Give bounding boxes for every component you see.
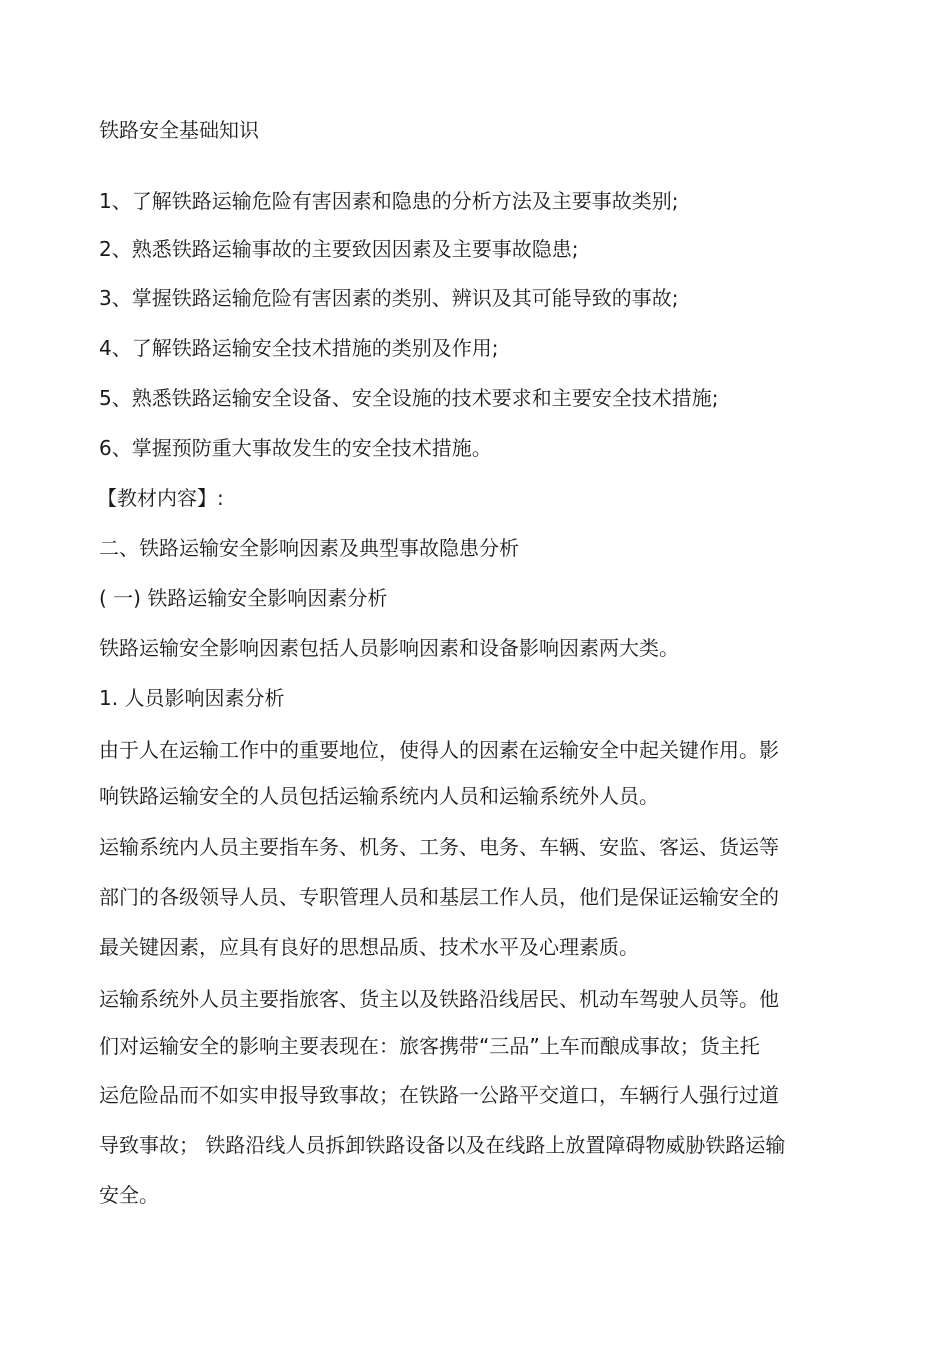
subsection-heading: ( 一) 铁路运输安全影响因素分析 [99, 586, 388, 610]
section-heading: 二、铁路运输安全影响因素及典型事故隐患分析 [99, 536, 519, 560]
paragraph-3-line-1: 运输系统外人员主要指旅客、货主以及铁路沿线居民、机动车驾驶人员等。他 [99, 987, 779, 1011]
objective-item-4: 4、了解铁路运输安全技术措施的类别及作用; [99, 336, 499, 360]
intro-paragraph: 铁路运输安全影响因素包括人员影响因素和设备影响因素两大类。 [99, 636, 679, 660]
paragraph-3-line-2: 们对运输安全的影响主要表现在：旅客携带“三品”上车而酿成事故；货主托 [99, 1034, 760, 1058]
paragraph-1-line-1: 由于人在运输工作中的重要地位，使得人的因素在运输安全中起关键作用。影 [99, 738, 779, 762]
objective-item-6: 6、掌握预防重大事故发生的安全技术措施。 [99, 436, 492, 460]
paragraph-2-line-2: 部门的各级领导人员、专职管理人员和基层工作人员，他们是保证运输安全的 [99, 885, 779, 909]
paragraph-2-line-3: 最关键因素，应具有良好的思想品质、技术水平及心理素质。 [99, 935, 639, 959]
document-title: 铁路安全基础知识 [99, 118, 259, 142]
objective-item-3: 3、掌握铁路运输危险有害因素的类别、辨识及其可能导致的事故; [99, 286, 679, 310]
paragraph-3-line-4: 导致事故； 铁路沿线人员拆卸铁路设备以及在线路上放置障碍物威胁铁路运输 [99, 1133, 786, 1157]
item-heading: 1. 人员影响因素分析 [99, 686, 285, 710]
objective-item-1: 1、了解铁路运输危险有害因素和隐患的分析方法及主要事故类别; [99, 189, 679, 213]
objective-item-5: 5、熟悉铁路运输安全设备、安全设施的技术要求和主要安全技术措施; [99, 386, 719, 410]
paragraph-3-line-5: 安全。 [99, 1183, 159, 1207]
paragraph-2-line-1: 运输系统内人员主要指车务、机务、工务、电务、车辆、安监、客运、货运等 [99, 835, 779, 859]
objective-item-2: 2、熟悉铁路运输事故的主要致因因素及主要事故隐患; [99, 237, 579, 261]
paragraph-3-line-3: 运危险品而不如实申报导致事故；在铁路一公路平交道口，车辆行人强行过道 [99, 1083, 779, 1107]
material-heading: 【教材内容】: [97, 486, 224, 510]
paragraph-1-line-2: 响铁路运输安全的人员包括运输系统内人员和运输系统外人员。 [99, 784, 659, 808]
